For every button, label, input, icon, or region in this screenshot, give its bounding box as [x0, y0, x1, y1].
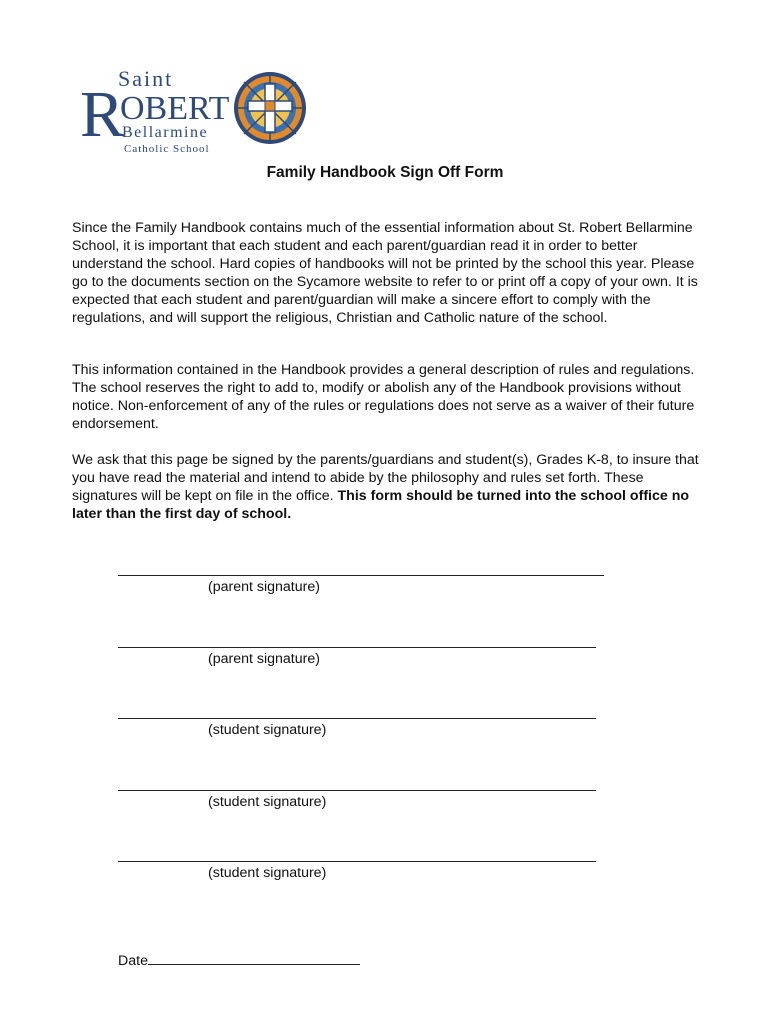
signature-block-2 — [118, 629, 596, 668]
logo-obert-text: OBERT — [120, 90, 230, 127]
signature-request-paragraph — [72, 451, 702, 523]
logo-wordmark — [78, 64, 238, 164]
signature-block-3 — [118, 700, 596, 739]
signature-block-1 — [118, 557, 604, 596]
logo-r-text: R — [80, 78, 125, 151]
signature-request-text: We ask that this page be signed by the parents/guardians and student(s), Grades K-8, to insure that you have read the material and intend to abide by the philosophy and rules set forth. These signatures will be kept on file in the office. — [72, 452, 699, 504]
school-logo — [78, 64, 318, 164]
signature-line[interactable] — [118, 772, 596, 791]
signature-line[interactable] — [118, 843, 596, 862]
signature-label: (student signature) — [208, 794, 327, 810]
signature-line[interactable] — [118, 629, 596, 648]
stained-glass-cross-icon — [232, 70, 308, 146]
signature-line[interactable] — [118, 557, 604, 576]
signature-line[interactable] — [118, 700, 596, 719]
rules-paragraph: This information contained in the Handbook provides a general description of rules and regulations. The school reserves the right to add to, modify or abolish any of the Handbook provisions without notice. Non-enforcement of any of the rules or regulations does not serve as a waiver of their future endorsement. — [72, 362, 695, 432]
date-label: Date — [118, 953, 148, 969]
form-title: Family Handbook Sign Off Form — [266, 164, 504, 181]
date-line[interactable] — [148, 950, 360, 965]
signature-label: (student signature) — [208, 722, 327, 738]
signature-label: (parent signature) — [208, 651, 320, 667]
signature-label: (student signature) — [208, 865, 327, 881]
date-field — [118, 950, 360, 970]
logo-bellarmine-text: Bellarmine — [122, 124, 209, 141]
logo-catholic-school-text: Catholic School — [124, 143, 210, 155]
deadline-text: This form should be turned into the school office no later than the first day of school. — [72, 488, 690, 522]
signature-label: (parent signature) — [208, 579, 320, 595]
signature-block-4 — [118, 772, 596, 811]
intro-paragraph: Since the Family Handbook contains much of the essential information about St. Robert Bellarmine School, it is important that each student and each parent/guardian read it in order to better understand the school. Hard copies of handbooks will not be printed by the school this year. Please go to the documents section on the Sycamore website to refer to or print off a copy of your own. It is expected that each student and parent/guardian will make a sincere effort to comply with the regulations, and will support the religious, Christian and Catholic nature of the school. — [72, 220, 698, 326]
signature-block-5 — [118, 843, 596, 882]
logo-saint-text: Saint — [118, 66, 174, 91]
